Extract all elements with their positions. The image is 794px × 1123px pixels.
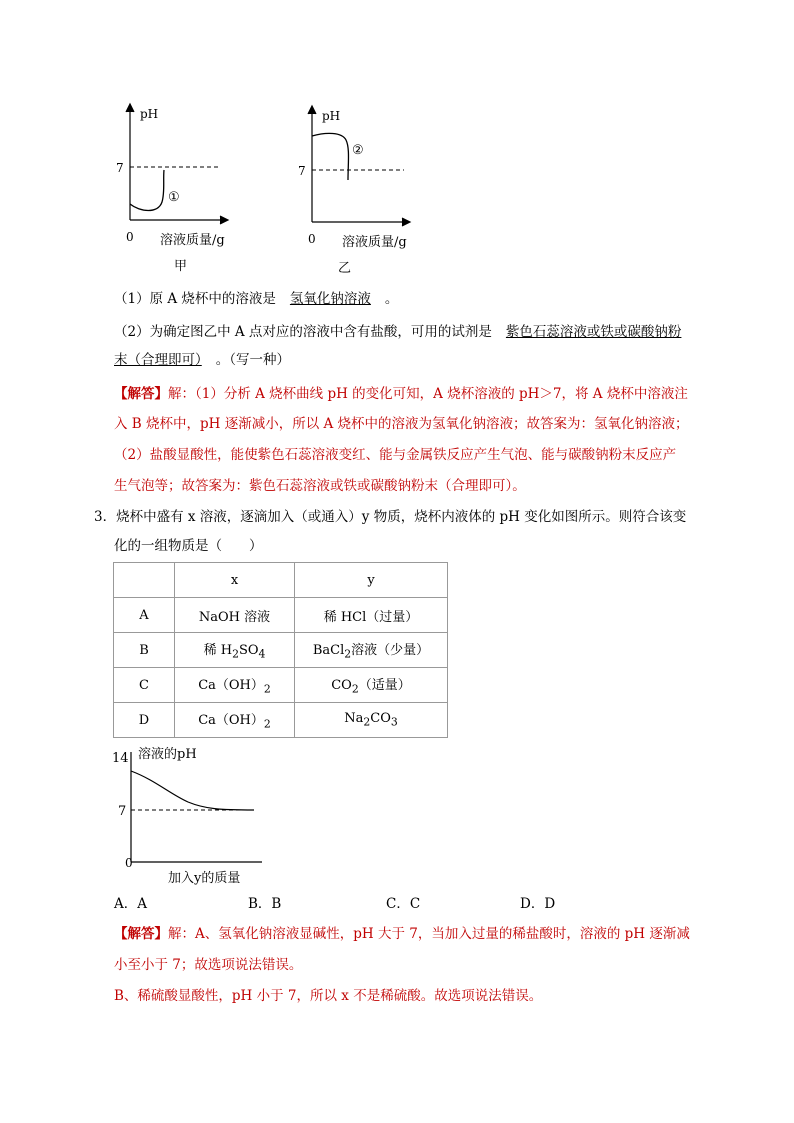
q2-solution-line4: 生气泡等；故答案为：紫色石蕊溶液或铁或碳酸钠粉末（合理即可）。 [114,478,526,494]
q3-solution-line1 [114,924,690,944]
q2-part2-answer-line2: 末（合理即可） [114,352,202,368]
graph-jia-x-label: 溶液质量/g [160,233,225,248]
table-header-cell: x [175,563,295,598]
q2-part1-prefix: （1）原 A 烧杯中的溶液是 [114,291,276,307]
q2-part2-answer-line1: 紫色石蕊溶液或铁或碳酸钠粉 [505,324,682,340]
cell-y: $Na_2CO_3$ [295,703,448,738]
row-label: D [114,703,175,738]
q2-part1-suffix: 。 [384,291,399,307]
row-label: B [114,633,175,668]
graph-yi-x-label: 溶液质量/g [342,235,407,250]
graph-yi-curve [312,133,349,180]
row-label: A [114,598,175,633]
q3-chart-y-label: 溶液的pH [138,747,197,762]
graph-yi-axes [308,106,410,226]
graph-yi-curve-marker: ② [352,143,364,158]
q2-part1 [114,289,398,309]
graph-yi [292,102,432,282]
q3-options-table [113,562,448,738]
q3-chart-tick-7: 7 [118,804,127,819]
graph-jia-caption: 甲 [174,259,188,274]
graph-jia [110,100,250,280]
graph-yi-origin: 0 [308,232,316,246]
choice-b[interactable]: B．B [248,896,282,912]
graph-jia-axes [126,104,228,224]
q3-chart-axes [131,752,262,862]
q2-solution-line2: 入 B 烧杯中，pH 逐渐减小，所以 A 烧杯中的溶液为氢氧化钠溶液；故答案为：氢氧化钠溶液； [114,416,689,432]
choice-d[interactable]: D．D [520,896,556,912]
cell-y: BaCl$_2$溶液（少量） [295,633,448,668]
q3-ph-chart [110,742,280,888]
cell-x: 稀 $H_2SO_4$ [175,633,295,668]
cell-y: $CO_2$（适量） [295,668,448,703]
cell-y: 稀 HCl（过量） [295,598,448,633]
table-row [114,598,448,633]
cell-x: $Ca(OH)_2$ [175,668,295,703]
q3-chart-origin: 0 [125,856,133,870]
table-row [114,703,448,738]
graph-jia-y-label: pH [140,107,159,121]
table-row [114,633,448,668]
graph-yi-y-label: pH [322,109,341,123]
q2-part2-line2 [114,350,290,370]
table-row [114,668,448,703]
q3-solution-text1: 解：A、氢氧化钠溶液显碱性，pH 大于 7，当加入过量的稀盐酸时，溶液的 pH 逐渐减 [168,926,690,942]
q2-solution-text1: 解：（1）分析 A 烧杯曲线 pH 的变化可知，A 烧杯溶液的 pH＞7，将 A 烧杯中溶液注 [168,386,688,402]
graph-jia-curve [130,170,164,211]
q2-part2-prefix: （2）为确定图乙中 A 点对应的溶液中含有盐酸，可用的试剂是 [114,324,492,340]
graph-yi-tick-7: 7 [298,164,306,178]
q3-chart-curve [131,771,254,810]
q2-solution-line1 [114,384,688,404]
cell-x: NaOH 溶液 [175,598,295,633]
q3-stem-text1: 烧杯中盛有 x 溶液，逐滴加入（或通入）y 物质，烧杯内液体的 pH 变化如图所示。则符合该变 [116,509,687,525]
row-label: C [114,668,175,703]
graph-jia-origin: 0 [126,230,134,244]
graph-jia-curve-marker: ① [168,190,180,205]
graph-yi-caption: 乙 [338,261,352,276]
q2-part2-suffix: 。（写一种） [215,352,290,368]
q2-solution-tag: 【解答】 [114,386,168,402]
q3-solution-line2: 小至小于 7；故选项说法错误。 [114,957,303,973]
choice-a[interactable]: A．A [114,896,147,912]
graph-jia-tick-7: 7 [116,161,124,175]
q2-solution-line3: （2）盐酸显酸性，能使紫色石蕊溶液变红、能与金属铁反应产生气泡、能与碳酸钠粉末反应产 [114,447,677,463]
table-header-row [114,563,448,598]
q3-stem-line1 [94,507,686,527]
q3-stem-line2: 化的一组物质是（ ） [114,538,263,554]
table-header-cell: y [295,563,448,598]
cell-x: $Ca(OH)_2$ [175,703,295,738]
q3-number: 3． [94,509,117,525]
choice-c[interactable]: C．C [386,896,421,912]
q3-solution-tag: 【解答】 [114,926,168,942]
q2-part1-answer: 氢氧化钠溶液 [289,291,371,307]
q2-part2-line1 [114,322,695,342]
table-header-cell [114,563,175,598]
q3-chart-tick-14: 14 [112,751,129,766]
q3-solution-line3: B、稀硫酸显酸性，pH 小于 7，所以 x 不是稀硫酸。故选项说法错误。 [114,988,543,1004]
q3-chart-x-label: 加入y的质量 [168,871,241,886]
